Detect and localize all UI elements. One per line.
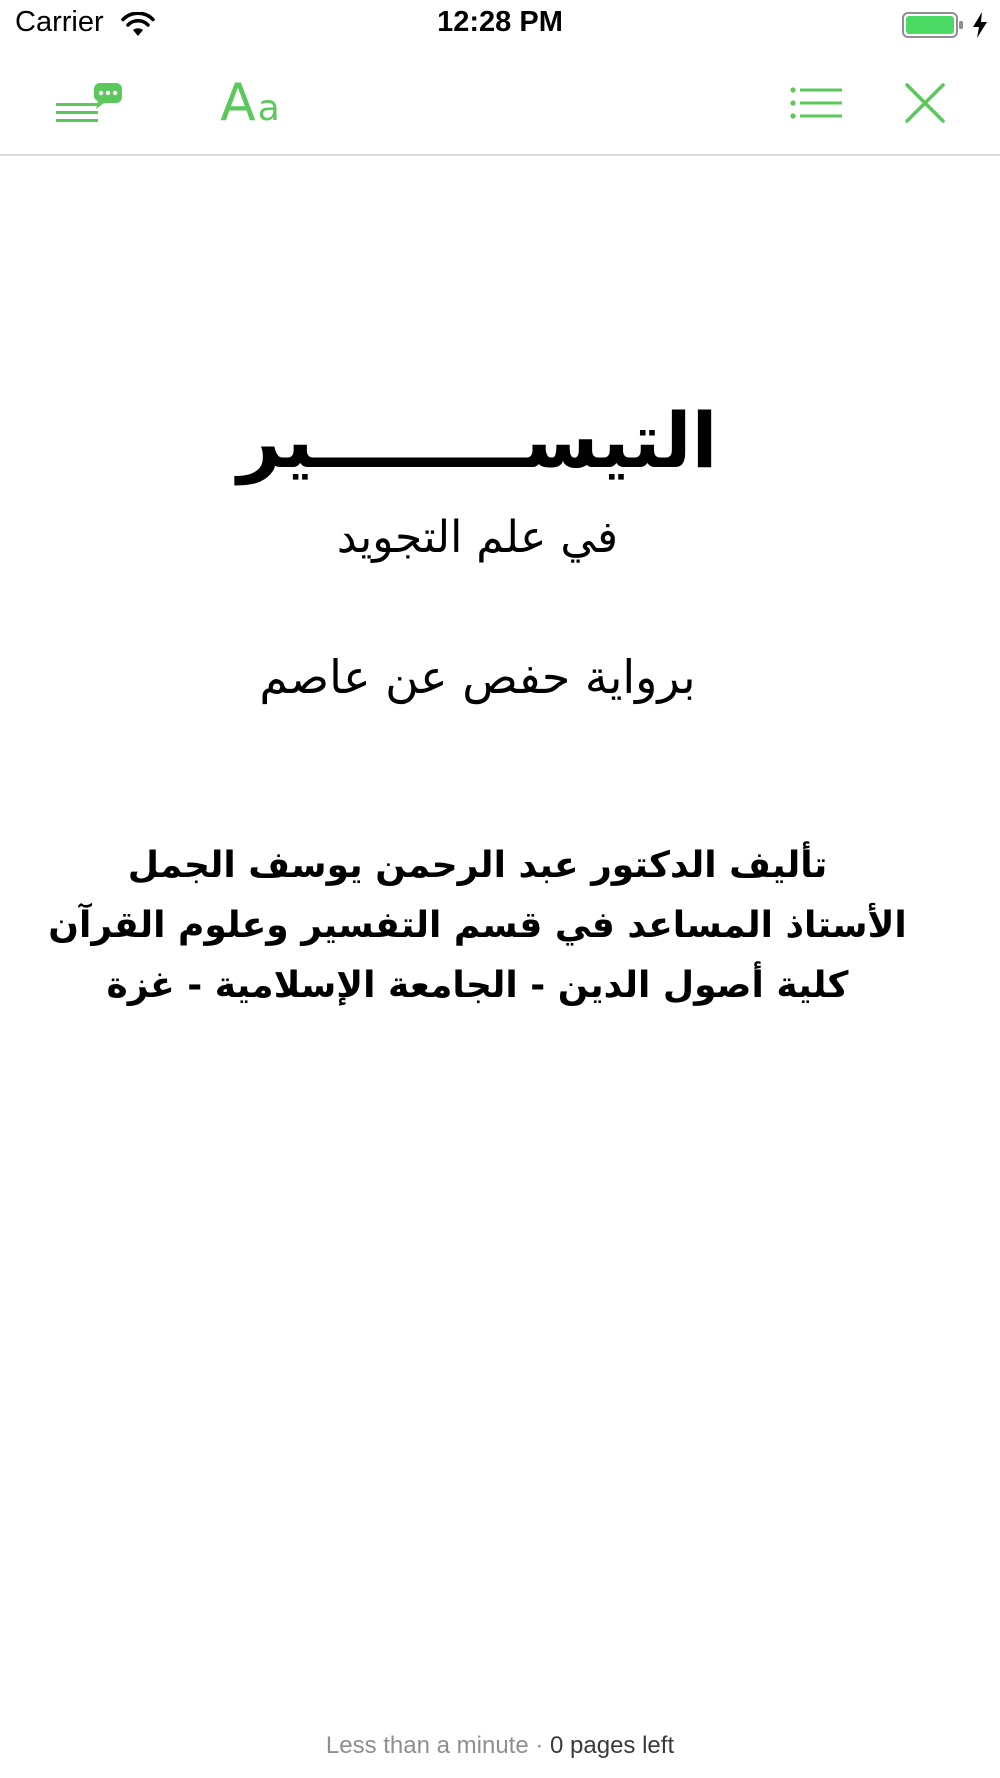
font-size-icon [220,73,280,133]
close-button[interactable] [895,52,955,154]
font-small-glyph: a [257,88,280,129]
reader-toolbar [0,52,1000,156]
font-settings-button[interactable] [205,52,295,154]
notes-button[interactable] [48,52,128,154]
carrier-label: Carrier [15,6,104,38]
author-line: الأستاذ المساعد في قسم التفسير وعلوم القرآن [48,905,907,946]
battery-icon [902,10,964,40]
pages-left-label: 0 pages left [550,1732,675,1759]
book-page[interactable] [0,156,1000,1716]
time-left-label: Less than a minute [325,1732,529,1759]
status-time: 12:28 PM [437,6,563,38]
font-large-glyph: A [220,73,256,133]
author-line: تأليف الدكتور عبد الرحمن يوسف الجمل [127,845,828,886]
table-of-contents-button[interactable] [783,52,848,154]
separator: · [528,1732,551,1759]
notes-comment-icon [54,81,122,125]
status-bar [0,0,1000,52]
list-icon [790,86,842,120]
reading-progress [0,1732,1000,1760]
book-author-block [0,836,955,1016]
book-subtitle: في علم التجويد [336,512,619,563]
close-icon [905,83,945,123]
book-narration: برواية حفص عن عاصم [259,650,696,704]
author-line: كلية أصول الدين - الجامعة الإسلامية - غزة [106,965,849,1006]
charging-bolt-icon [970,10,990,40]
book-title: التيســــــــير [237,396,718,485]
